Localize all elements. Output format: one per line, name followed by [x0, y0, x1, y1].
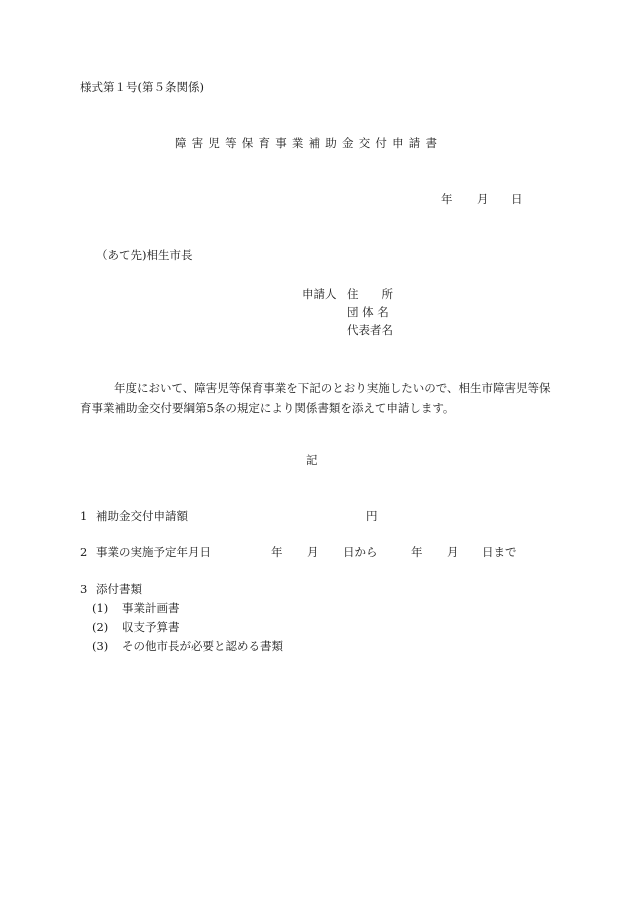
date-year: 年: [441, 192, 453, 206]
document-number: (2): [92, 620, 109, 634]
representative-label: 代表者名: [347, 323, 393, 337]
document-number: (1): [92, 601, 109, 615]
item-2-label: 事業の実施予定年月日: [96, 545, 211, 559]
address-label: 住 所: [347, 287, 393, 301]
document-name: その他市長が必要と認める書類: [122, 639, 283, 653]
item-3-number: 3: [80, 582, 88, 596]
applicant-label: 申請人: [302, 287, 337, 301]
addressee: （あて先)相生市長: [96, 248, 193, 262]
item-1-unit: 円: [366, 509, 378, 523]
item-3-label: 添付書類: [96, 582, 142, 596]
document-title: 障害児等保育事業補助金交付申請書: [175, 136, 443, 150]
item-2-number: 2: [80, 545, 88, 559]
item-2-start-month: 月: [307, 545, 319, 559]
item-2-start-year: 年: [271, 545, 283, 559]
item-2-end-month: 月: [447, 545, 459, 559]
item-2-start-day: 日から: [343, 545, 378, 559]
document-number: (3): [92, 639, 109, 653]
body-paragraph: [80, 378, 560, 418]
item-2-end-day: 日まで: [482, 545, 517, 559]
item-1-label: 補助金交付申請額: [96, 509, 188, 523]
body-text: 年度において、障害児等保育事業を下記のとおり実施したいので、相生市障害児等保育事業補助金交付要綱第5条の規定により関係書類を添えて申請します。: [80, 381, 551, 415]
document-name: 収支予算書: [122, 620, 180, 634]
form-number: 様式第１号(第５条関係): [80, 80, 204, 94]
ki-heading: 記: [306, 453, 318, 467]
item-2-end-year: 年: [411, 545, 423, 559]
group-name-label: 団 体 名: [347, 305, 389, 319]
item-1-number: 1: [80, 509, 88, 523]
date-month: 月: [477, 192, 489, 206]
date-day: 日: [511, 192, 523, 206]
document-name: 事業計画書: [122, 601, 180, 615]
